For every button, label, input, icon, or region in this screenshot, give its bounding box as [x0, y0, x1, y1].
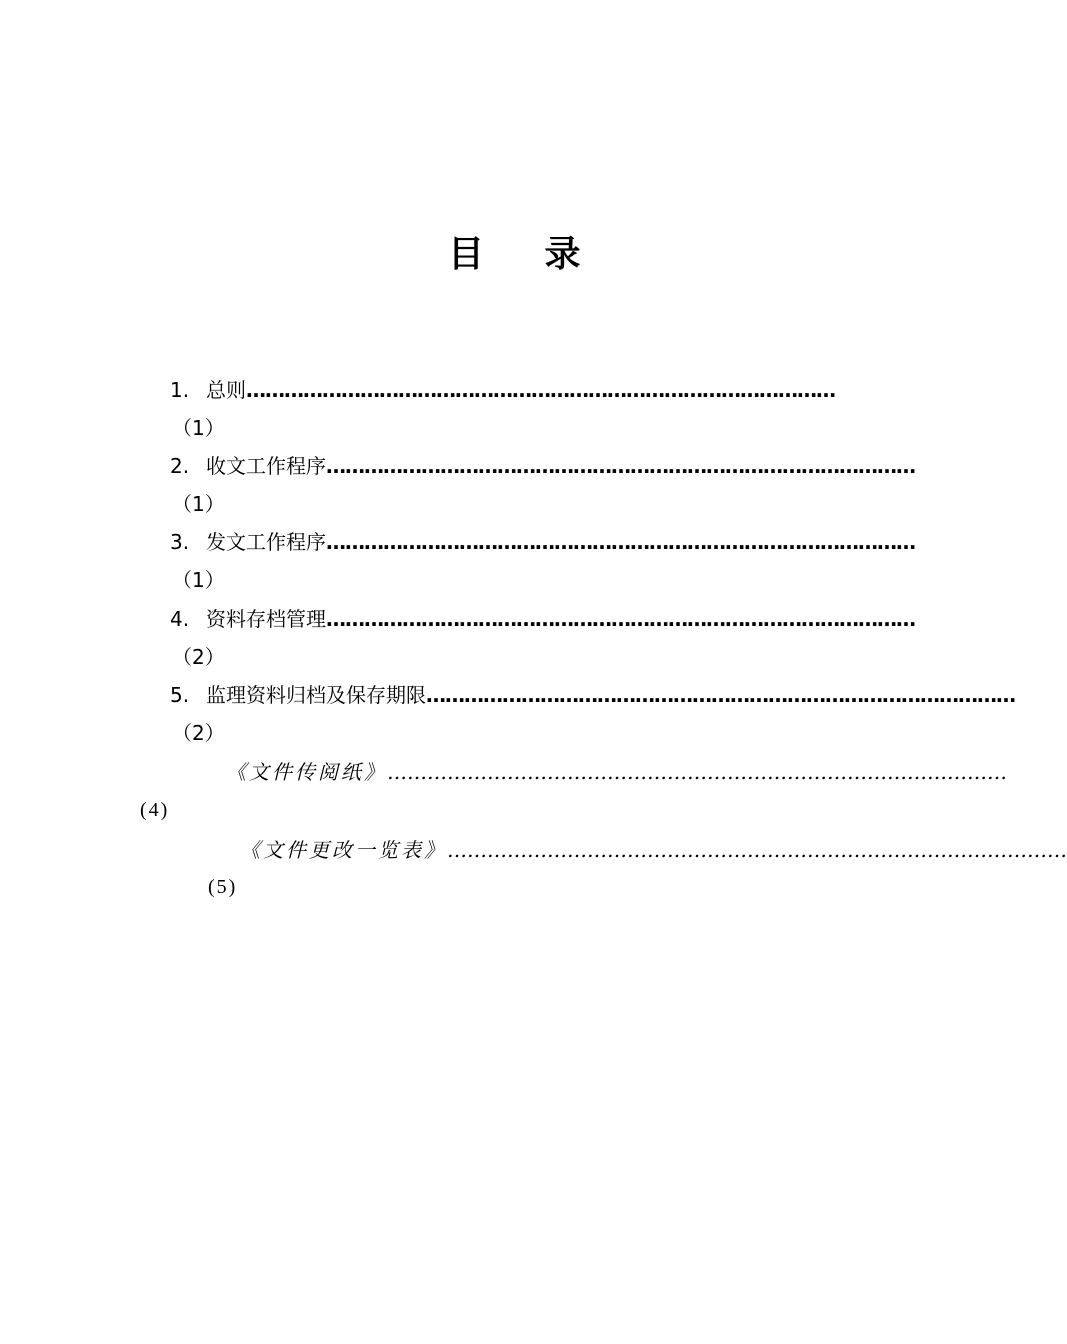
- toc-entry-number: 2.: [170, 454, 190, 478]
- appendix-entry-page: (5): [208, 876, 238, 898]
- toc-entry-number: 1.: [170, 378, 190, 402]
- appendix-entry[interactable]: [226, 758, 1007, 786]
- toc-entry[interactable]: [170, 452, 915, 480]
- toc-entry-number: 4.: [170, 607, 190, 631]
- appendix-entry-title: 《文件更改一览表》: [240, 838, 447, 862]
- toc-entry-number: 5.: [170, 683, 190, 707]
- toc-entry[interactable]: [170, 528, 915, 556]
- page-title: 目 录: [448, 234, 605, 275]
- toc-entry-page: （1）: [172, 568, 225, 592]
- toc-dot-leader: …………………………………………………………………………………: [447, 838, 1067, 862]
- toc-dot-leader: …………………………………………………………………………………: [426, 683, 1015, 707]
- toc-entry-title: 监理资料归档及保存期限: [206, 683, 426, 707]
- appendix-entry[interactable]: [240, 836, 1067, 864]
- appendix-entry-page: (4): [140, 799, 170, 821]
- toc-entry-title: 总则: [206, 378, 246, 402]
- appendix-entry-title: 《文件传阅纸》: [226, 760, 387, 784]
- toc-dot-leader: …………………………………………………………………………………: [326, 530, 915, 554]
- toc-entry-title: 资料存档管理: [206, 607, 326, 631]
- toc-entry-title: 发文工作程序: [206, 530, 326, 554]
- toc-entry[interactable]: [170, 681, 1015, 709]
- toc-dot-leader: …………………………………………………………………………………: [246, 378, 835, 402]
- toc-entry-number: 3.: [170, 530, 190, 554]
- toc-entry[interactable]: [170, 376, 835, 404]
- toc-entry[interactable]: [170, 605, 915, 633]
- toc-dot-leader: …………………………………………………………………………………: [387, 760, 1007, 784]
- toc-dot-leader: …………………………………………………………………………………: [326, 454, 915, 478]
- toc-entry-page: （2）: [172, 645, 225, 669]
- toc-entry-page: （1）: [172, 416, 225, 440]
- toc-entry-title: 收文工作程序: [206, 454, 326, 478]
- toc-entry-page: （1）: [172, 492, 225, 516]
- toc-entry-page: （2）: [172, 721, 225, 745]
- toc-dot-leader: …………………………………………………………………………………: [326, 607, 915, 631]
